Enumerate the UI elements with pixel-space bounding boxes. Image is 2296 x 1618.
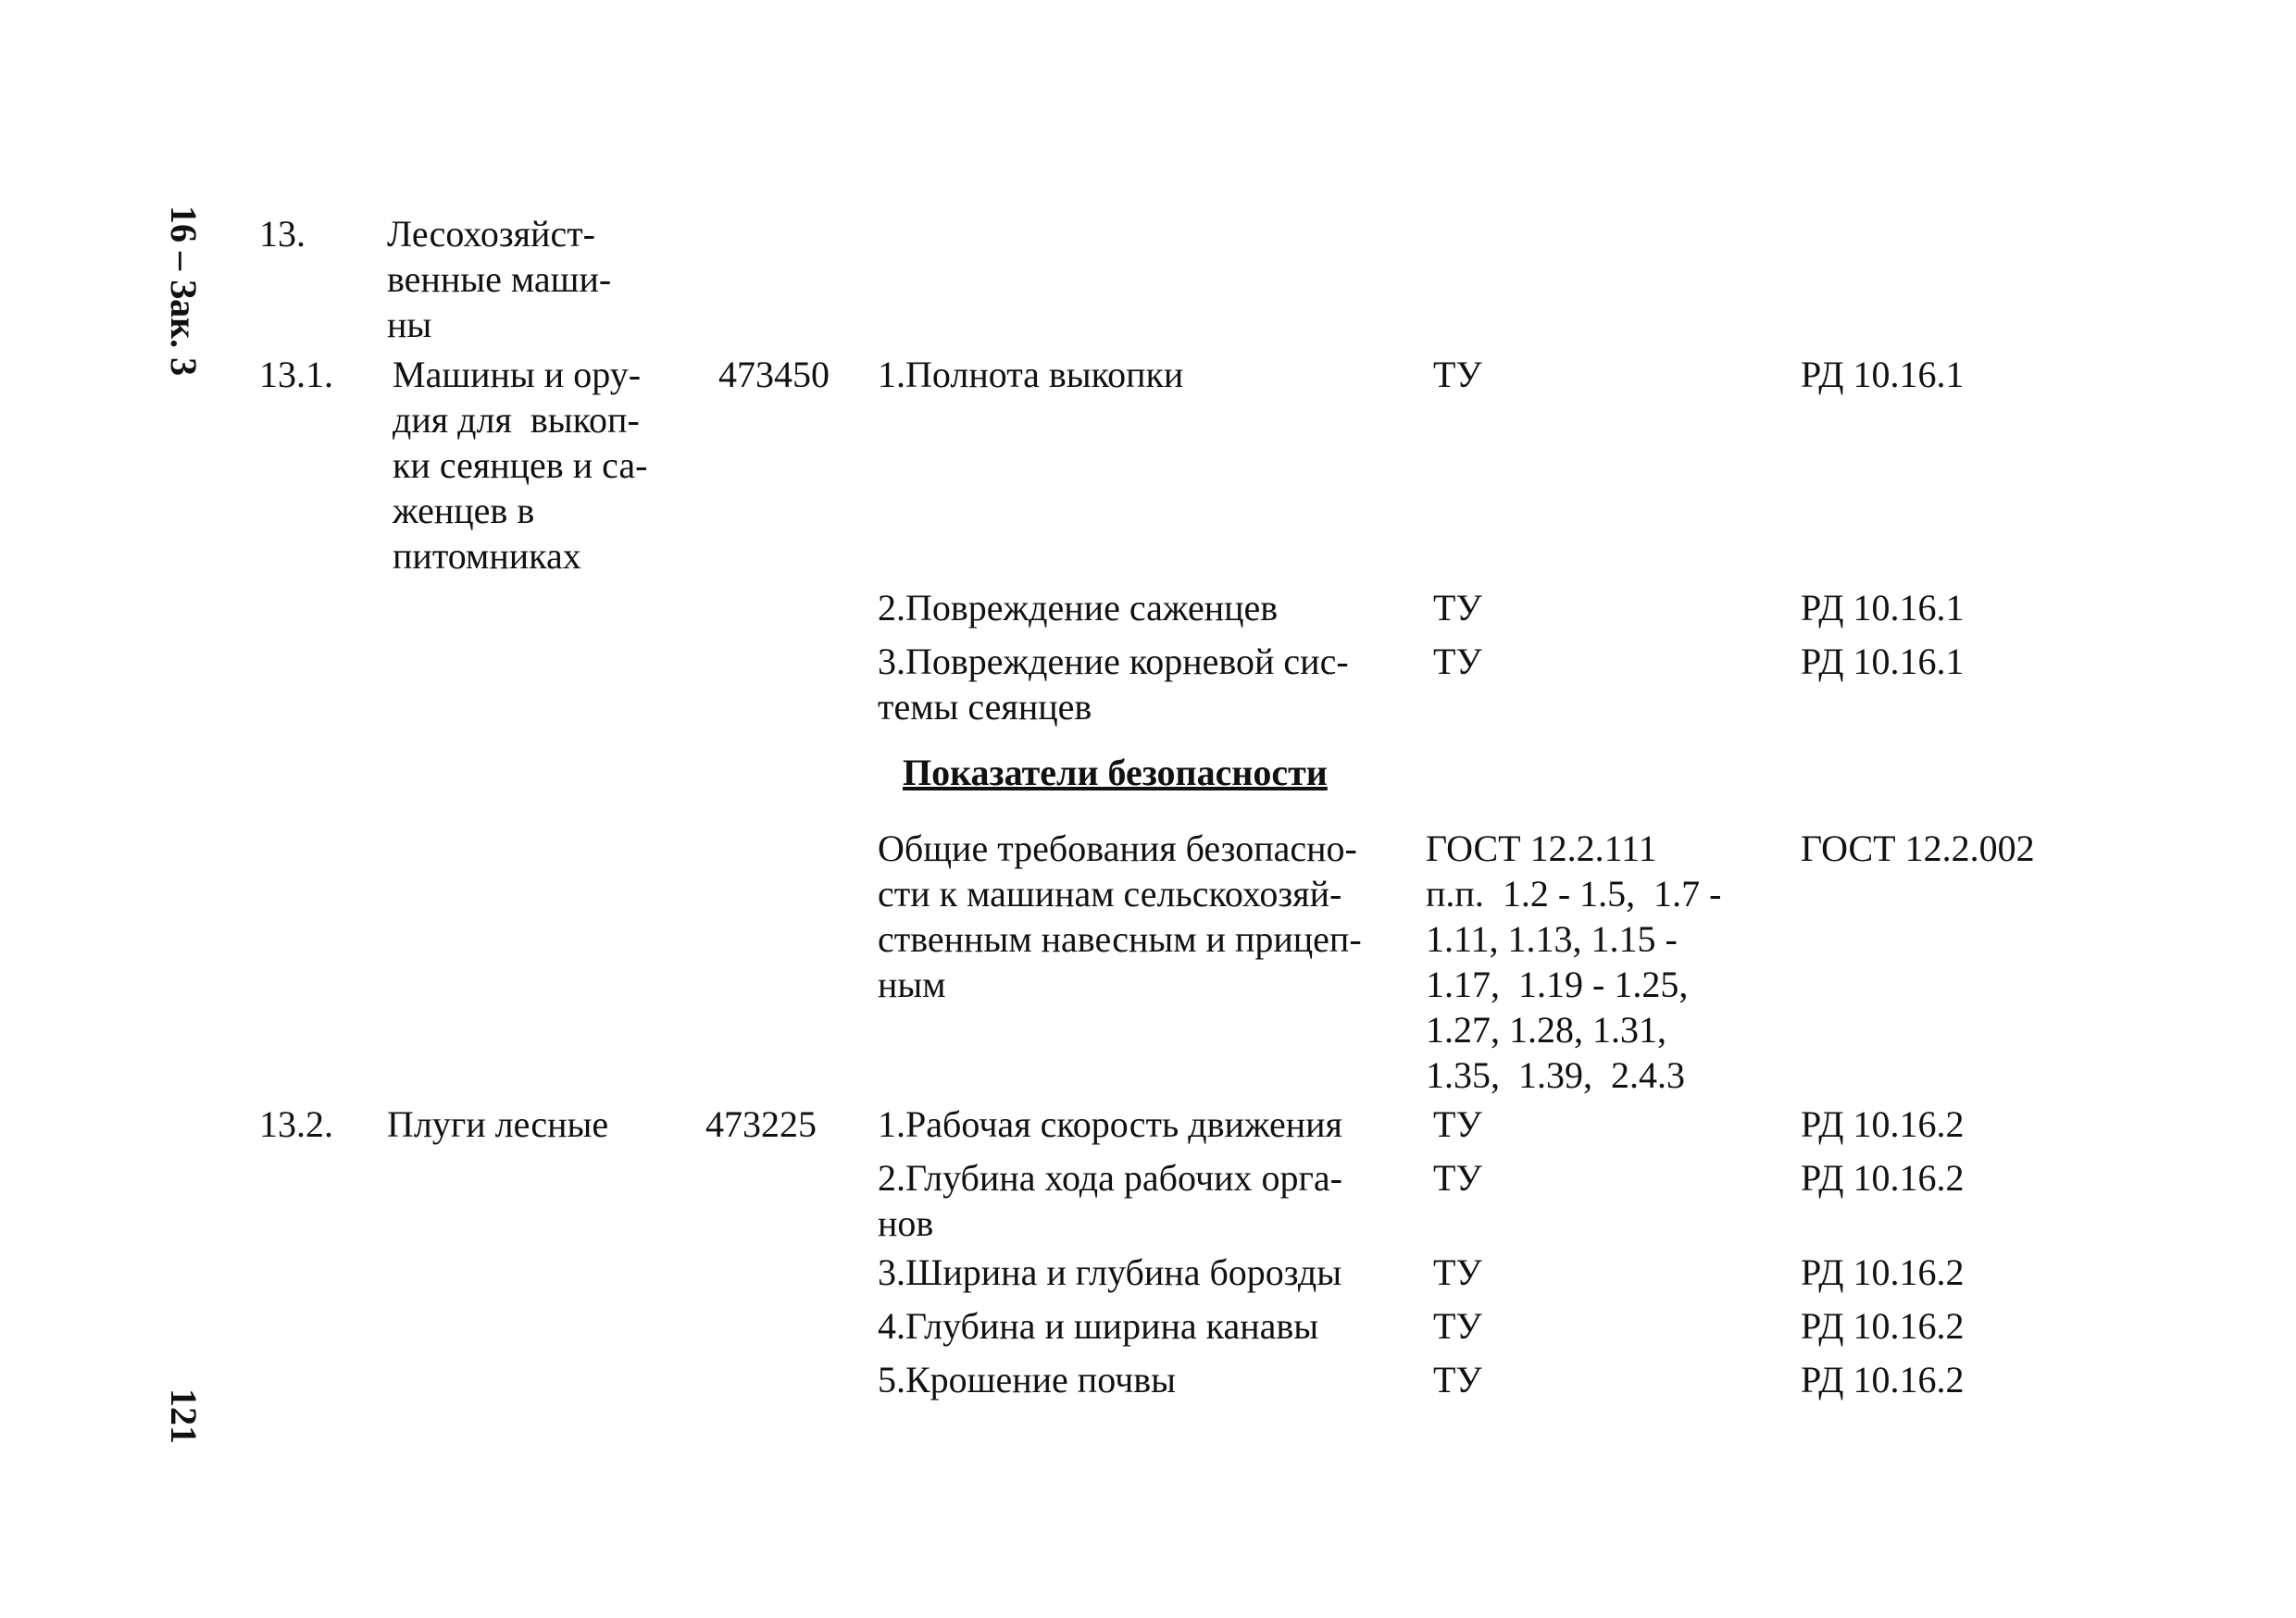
row-13-2-code: 473225 (705, 1103, 817, 1145)
indicator-text: 4.Глубина и ширина канавы (878, 1305, 1319, 1347)
indicator-method: РД 10.16.2 (1801, 1157, 1965, 1199)
indicator-norm: ТУ (1433, 1251, 1482, 1293)
indicator-norm: ТУ (1433, 587, 1482, 629)
indicator-norm: ТУ (1433, 641, 1482, 682)
indicator-method: РД 10.16.2 (1801, 1305, 1965, 1347)
indicator-text: 2.Повреждение саженцев (878, 587, 1279, 629)
indicator-norm: ТУ (1433, 1157, 1482, 1199)
safety-text: Общие требования безопасно- сти к машинам сельскохозяй- ственным навесным и прицеп- ным (878, 828, 1362, 1005)
indicator-text: 3.Ширина и глубина борозды (878, 1251, 1342, 1293)
indicator-text: 1.Рабочая скорость движения (878, 1103, 1342, 1145)
row-13-2-number: 13.2. (259, 1103, 333, 1145)
indicator-method: РД 10.16.1 (1801, 354, 1965, 395)
indicator-norm: ТУ (1433, 1305, 1482, 1347)
row-13-1-number: 13.1. (259, 354, 333, 395)
row-13-name: Лесохозяйст- венные маши- ны (387, 213, 612, 345)
indicator-norm: ТУ (1433, 354, 1482, 395)
indicator-text: 5.Крошение почвы (878, 1359, 1177, 1400)
safety-heading: Показатели безопасности (903, 752, 1328, 793)
indicator-norm: ТУ (1433, 1359, 1482, 1400)
row-13-1-code: 473450 (718, 354, 830, 395)
page-number: 121 (163, 1388, 205, 1444)
indicator-method: РД 10.16.2 (1801, 1359, 1965, 1400)
indicator-text: 2.Глубина хода рабочих орга- нов (878, 1157, 1342, 1244)
row-13-number: 13. (259, 213, 306, 255)
indicator-method: РД 10.16.1 (1801, 641, 1965, 682)
safety-method: ГОСТ 12.2.002 (1801, 828, 2035, 869)
safety-norm: ГОСТ 12.2.111 п.п. 1.2 - 1.5, 1.7 - 1.11, 1.13, 1.15 - 1.17, 1.19 - 1.25, 1.27, 1.28, 1.31, 1.35, 1.39, 2.4.3 (1426, 828, 1722, 1096)
row-13-1-name: Машины и ору- дия для выкоп- ки сеянцев и са- женцев в питомниках (393, 354, 648, 577)
row-13-2-name: Плуги лесные (387, 1103, 609, 1145)
indicator-text: 1.Полнота выкопки (878, 354, 1184, 395)
indicator-method: РД 10.16.1 (1801, 587, 1965, 629)
indicator-method: РД 10.16.2 (1801, 1103, 1965, 1145)
indicator-text: 3.Повреждение корневой сис- темы сеянцев (878, 641, 1349, 728)
sheet-note: 16 – Зак. 3 (163, 205, 205, 377)
indicator-norm: ТУ (1433, 1103, 1482, 1145)
indicator-method: РД 10.16.2 (1801, 1251, 1965, 1293)
